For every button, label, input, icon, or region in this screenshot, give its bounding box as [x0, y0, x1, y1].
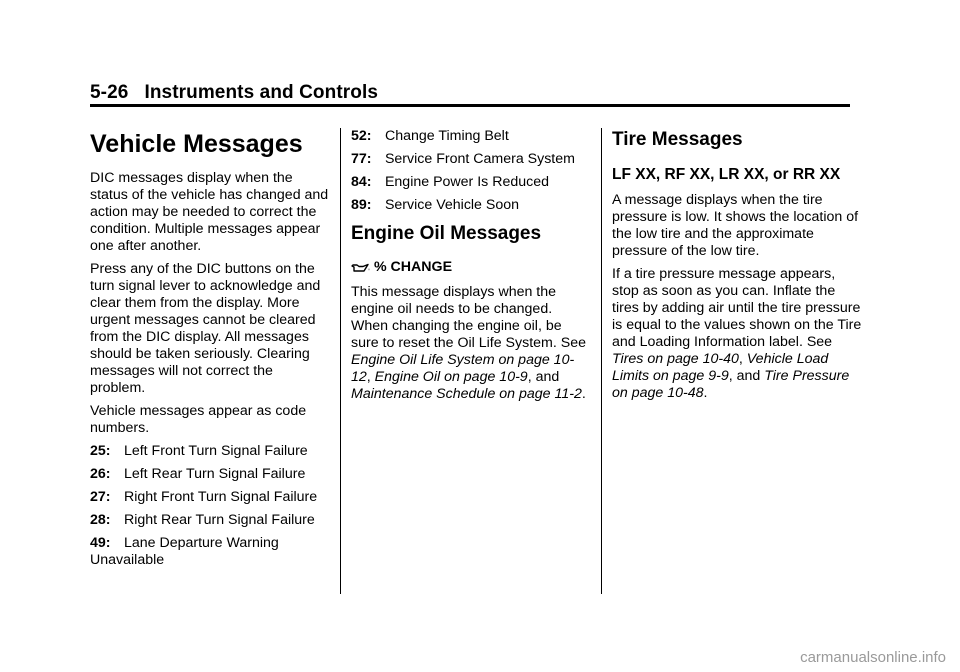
- column-divider: [601, 128, 602, 594]
- column-tire-messages: [612, 128, 862, 408]
- message-code-item: 28: Right Rear Turn Signal Failure: [90, 512, 315, 528]
- paragraph: This message displays when the engine oil needs to be changed. When changing the engine oil, be sure to reset the Oil Life System. See Engine Oil Life System on page 10-12, Engine Oil on page 10-9, and Maintenance Schedule on page 11-2.: [351, 284, 586, 402]
- tire-position-subtitle: LF XX, RF XX, LR XX, or RR XX: [612, 166, 841, 183]
- cross-reference: Engine Oil on page 10-9: [374, 369, 528, 385]
- column-vehicle-messages: [90, 128, 330, 575]
- oil-can-icon: [351, 262, 371, 274]
- page-number: 5-26: [90, 82, 129, 103]
- message-code-item: 25: Left Front Turn Signal Failure: [90, 443, 308, 459]
- column-engine-oil: [351, 128, 591, 409]
- section-title: Instruments and Controls: [144, 82, 379, 103]
- header-rule: [90, 104, 850, 107]
- column-divider: [340, 128, 341, 594]
- message-code-item: 27: Right Front Turn Signal Failure: [90, 489, 318, 505]
- message-code-item: 77: Service Front Camera System: [351, 151, 575, 167]
- paragraph: Vehicle messages appear as code numbers.: [90, 403, 307, 436]
- engine-oil-messages-title: Engine Oil Messages: [351, 223, 542, 244]
- oil-change-label: % CHANGE: [374, 259, 453, 275]
- cross-reference: Maintenance Schedule on page 11-2: [351, 386, 582, 402]
- message-code-item: 89: Service Vehicle Soon: [351, 197, 520, 213]
- cross-reference: Vehicle Load Limits on page 9-9: [612, 351, 829, 384]
- paragraph: A message displays when the tire pressure is low. It shows the location of the low tire and the approximate pressure of the low tire.: [612, 192, 859, 259]
- cross-reference: Tires on page 10-40: [612, 351, 739, 367]
- message-code-item: 49: Lane Departure Warning Unavailable: [90, 535, 279, 568]
- oil-change-heading: [351, 259, 591, 276]
- message-code-item: 84: Engine Power Is Reduced: [351, 174, 549, 190]
- paragraph: DIC messages display when the status of the vehicle has changed and action may be needed to correct the condition. Multiple messages appear one after another.: [90, 170, 329, 254]
- tire-messages-title: Tire Messages: [612, 129, 743, 150]
- paragraph: Press any of the DIC buttons on the turn signal lever to acknowledge and clear them from the display. More urgent messages cannot be cleared from the DIC display. All messages should be taken seriously. Clearing messages will not correct the problem.: [90, 261, 321, 396]
- vehicle-messages-title: Vehicle Messages: [90, 130, 303, 158]
- cross-reference: Tire Pressure on page 10-48: [612, 368, 850, 401]
- paragraph: If a tire pressure message appears, stop as soon as you can. Inflate the tires by adding air until the tire pressure is equal to the values shown on the Tire and Loading Information label. See Tires on page 10-40, Vehicle Load Limits on page 9-9, and Tire Pressure on page 10-48.: [612, 266, 862, 401]
- page-header: [90, 82, 378, 104]
- message-code-item: 52: Change Timing Belt: [351, 128, 509, 144]
- watermark: carmanualsonline.info: [800, 649, 946, 666]
- cross-reference: Engine Oil Life System on page 10-12: [351, 352, 575, 385]
- message-code-item: 26: Left Rear Turn Signal Failure: [90, 466, 306, 482]
